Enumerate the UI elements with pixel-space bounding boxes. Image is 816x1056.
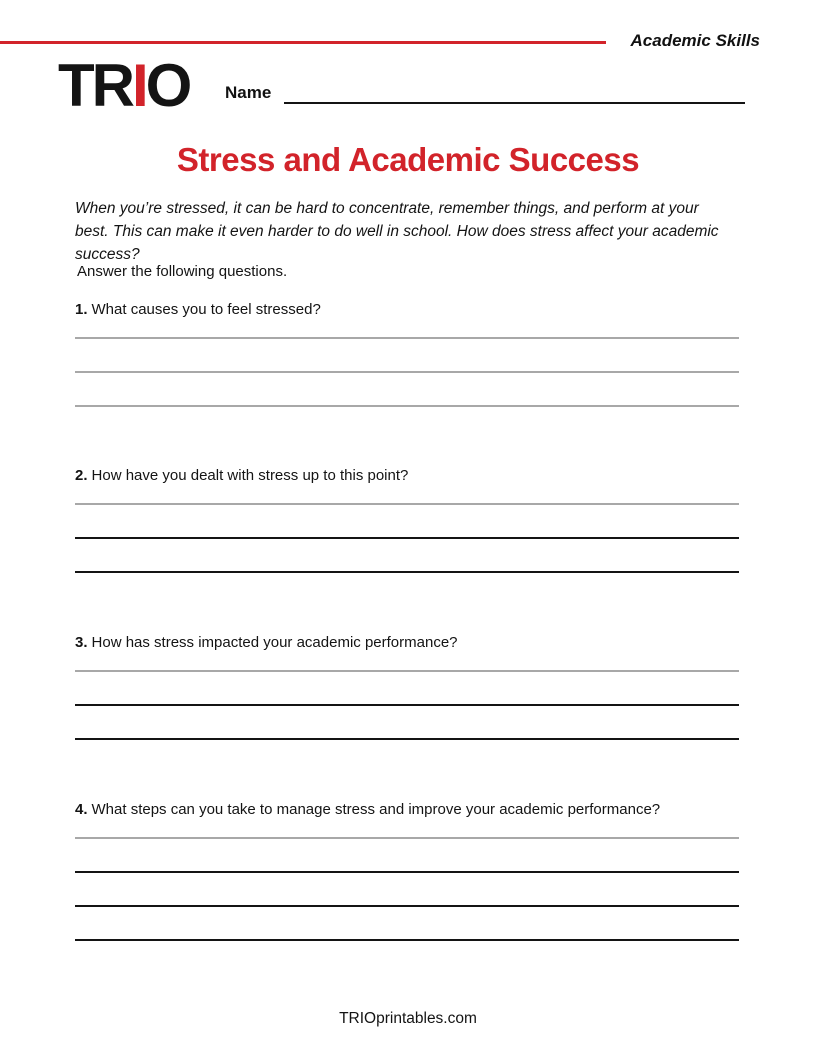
question-text [75,466,739,486]
question-block-4 [75,800,739,941]
question-text [75,633,739,653]
logo-letter-red-i: I [131,52,146,119]
answer-line [75,339,739,373]
question-text [75,800,739,820]
answer-line [75,653,739,672]
question-number: 1. [75,301,88,318]
answer-lines [75,653,739,740]
question-number: 2. [75,467,88,484]
answer-line [75,539,739,573]
answer-line [75,505,739,539]
question-block-2 [75,466,739,573]
answer-line [75,839,739,873]
name-blank-line [284,102,745,104]
logo-letter-black-o: O [145,52,190,119]
question-label: How have you dealt with stress up to this point? [91,467,409,484]
question-label: What steps can you take to manage stress and improve your academic performance? [91,801,661,818]
question-number: 3. [75,634,88,651]
answer-line [75,320,739,339]
intro-paragraph: When you’re stressed, it can be hard to concentrate, remember things, and perform at your best. This can make it even harder to do well in school. How does stress affect your academic success? [75,200,719,263]
answer-line [75,486,739,505]
footer-url: TRIOprintables.com [339,1010,477,1027]
question-text [75,300,739,320]
question-label: What causes you to feel stressed? [91,301,321,318]
answer-lines [75,320,739,407]
header-red-rule [0,41,606,44]
question-block-3 [75,633,739,740]
answer-lines [75,820,739,941]
answer-line [75,672,739,706]
trio-logo [58,52,190,119]
answer-line [75,373,739,407]
answer-line [75,873,739,907]
answer-line [75,907,739,941]
answer-lines [75,486,739,573]
page-title: Stress and Academic Success [176,141,640,178]
answer-line [75,820,739,839]
logo-letters-black-left: TR [58,52,132,119]
question-label: How has stress impacted your academic performance? [91,634,458,651]
name-label: Name [225,83,272,102]
answer-line [75,706,739,740]
question-number: 4. [75,801,88,818]
worksheet-category-label: Academic Skills [630,31,760,50]
question-block-1 [75,300,739,407]
instructions-text: Answer the following questions. [77,263,288,280]
